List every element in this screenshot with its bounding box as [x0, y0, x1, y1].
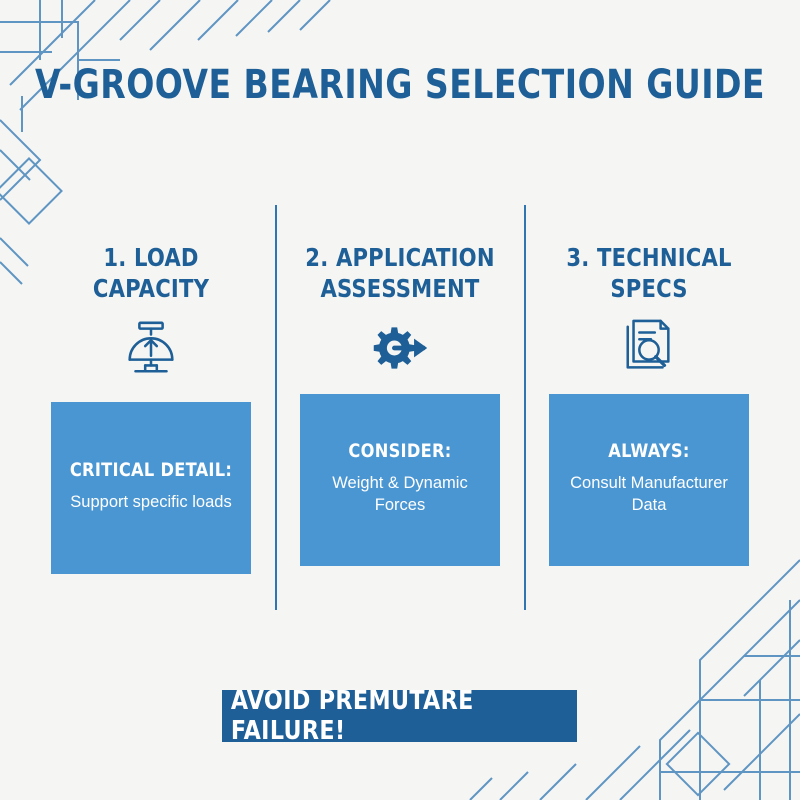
card-text-1: Support specific loads	[70, 492, 232, 511]
card-label-3: ALWAYS:	[608, 439, 690, 462]
step-column-2	[289, 205, 511, 615]
step-title-3: 3. TECHNICAL SPECS	[566, 243, 732, 303]
footer-banner	[222, 686, 577, 746]
step-title-2: 2. APPLICATION ASSESSMENT	[305, 243, 495, 303]
step-title-1: 1. LOAD CAPACITY	[92, 243, 210, 303]
document-magnifier-icon	[620, 316, 678, 380]
column-divider-1	[275, 205, 277, 610]
page-title: V-GROOVE BEARING SELECTION GUIDE	[34, 62, 766, 108]
step-card-1	[51, 402, 251, 574]
column-divider-2	[524, 205, 526, 610]
step-column-3	[538, 205, 760, 615]
step-card-3	[549, 394, 749, 566]
step-column-1	[40, 205, 262, 615]
step-card-2	[300, 394, 500, 566]
scale-balance-icon	[120, 316, 182, 380]
card-text-3: Consult Manufacturer Data	[570, 473, 728, 514]
steps-row	[40, 205, 760, 615]
gear-arrow-icon	[367, 316, 433, 380]
card-label-2: CONSIDER:	[348, 439, 452, 462]
card-text-2: Weight & Dynamic Forces	[332, 473, 468, 514]
footer-banner-text: AVOID PREMUTARE FAILURE!	[230, 686, 474, 746]
card-label-1: CRITICAL DETAIL:	[69, 458, 233, 481]
